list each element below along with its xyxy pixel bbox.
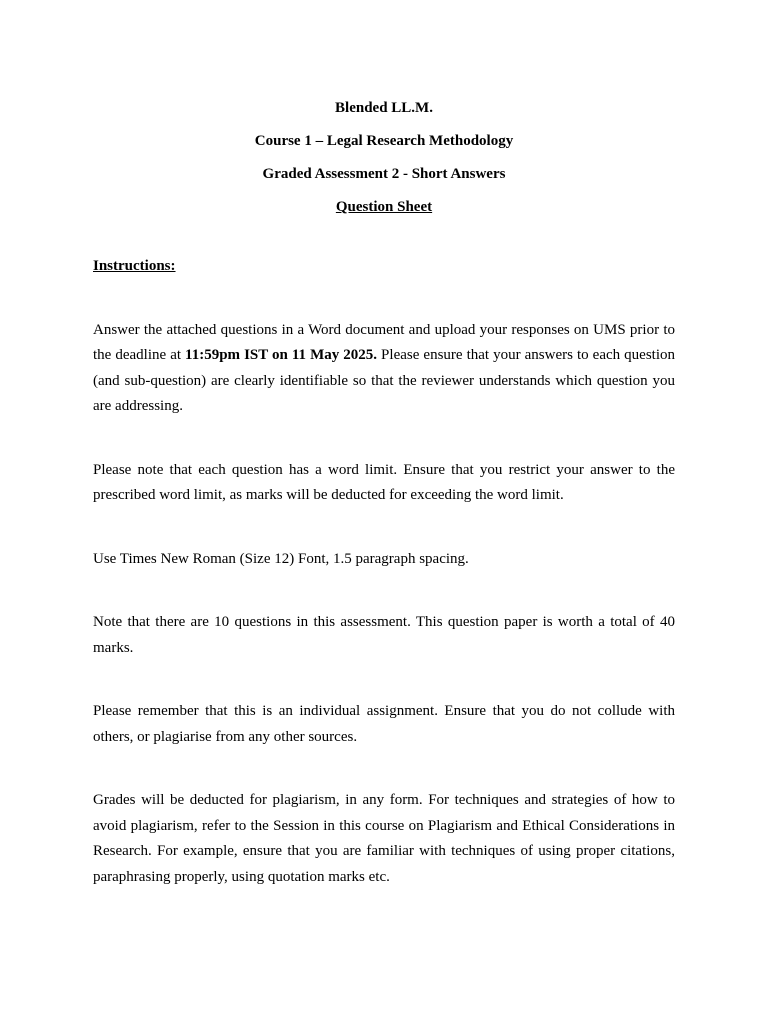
paragraph-plagiarism: Grades will be deducted for plagiarism, in any form. For techniques and strategies of how to avoid plagiarism, refer to the Session in this course on Plagiarism and Ethical Considerations in Research. For example, ensure that you are familiar with techniques of using proper citations, paraphrasing properly, using quotation marks etc. bbox=[93, 792, 675, 885]
deadline-text: 11:59pm IST on 11 May 2025. bbox=[185, 347, 378, 363]
instructions-section bbox=[93, 254, 675, 928]
paragraph-submission-text-2: Please ensure that your answers to each question (and sub-question) are clearly identifiable so that the reviewer understands which question you are addressing. bbox=[93, 347, 675, 414]
course-title: Course 1 – Legal Research Methodology bbox=[254, 133, 514, 149]
assessment-title: Graded Assessment 2 - Short Answers bbox=[262, 166, 506, 182]
paragraph-submission-text-1: Answer the attached questions in a Word document and upload your responses on UMS prior to the deadline at bbox=[93, 321, 675, 363]
document-header bbox=[0, 92, 768, 224]
paragraph-submission bbox=[93, 318, 675, 420]
program-title: Blended LL.M. bbox=[335, 100, 433, 116]
sheet-title: Question Sheet bbox=[335, 199, 433, 215]
paragraph-individual-work: Please remember that this is an individual assignment. Ensure that you do not collude with others, or plagiarise from any other sources. bbox=[93, 703, 675, 745]
paragraph-formatting: Use Times New Roman (Size 12) Font, 1.5 paragraph spacing. bbox=[93, 550, 469, 567]
paragraph-word-limit: Please note that each question has a word limit. Ensure that you restrict your answer to the prescribed word limit, as marks will be deducted for exceeding the word limit. bbox=[93, 461, 675, 503]
paragraph-question-count: Note that there are 10 questions in this assessment. This question paper is worth a total of 40 marks. bbox=[93, 614, 675, 656]
instructions-heading: Instructions: bbox=[93, 258, 176, 274]
